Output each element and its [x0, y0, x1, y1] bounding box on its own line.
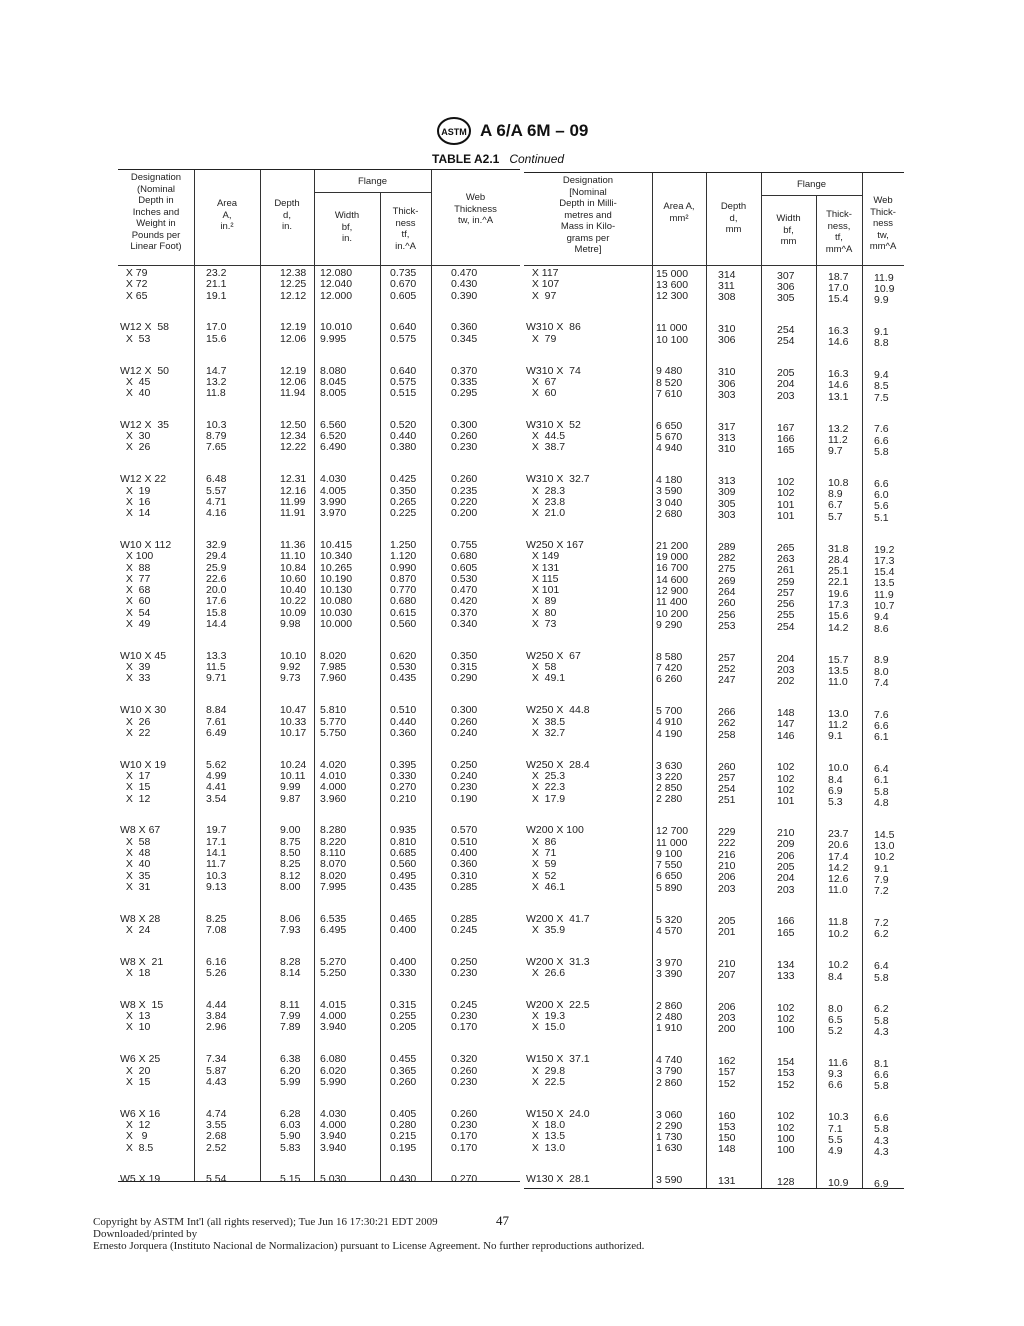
cell-area: 11 000 10 100 — [656, 322, 689, 346]
cell-depth: 205 201 — [718, 914, 736, 938]
cell-designation: W12 X 35 X 30 X 26 — [120, 418, 170, 454]
cell-area: 4.44 3.84 2.96 — [206, 998, 227, 1034]
header-thickness: Thick- ness tf, in.^A — [392, 206, 419, 252]
cell-thick: 13.2 11.2 9.7 — [828, 422, 849, 458]
cell-area: 10.3 8.79 7.65 — [206, 418, 227, 454]
cell-web: 0.755 0.680 0.605 0.530 0.470 0.420 0.370 0.340 — [451, 539, 478, 631]
cell-depth: 260 257 254 251 — [718, 760, 736, 807]
cell-thick: 0.520 0.440 0.380 — [390, 418, 417, 454]
cell-depth: 10.10 9.92 9.73 — [280, 649, 307, 685]
cell-area: 4 740 3 790 2 860 — [656, 1054, 683, 1089]
column-divider — [652, 173, 653, 1188]
header-web: Web Thick- ness tw, mm^A — [869, 195, 897, 252]
cell-thick: 0.735 0.670 0.605 — [390, 267, 417, 302]
cell-area: 4.74 3.55 2.68 2.52 — [206, 1107, 227, 1154]
cell-width: 128 — [777, 1176, 795, 1189]
cell-web: 7.6 6.6 6.1 — [874, 708, 889, 744]
cell-width: 134 133 — [777, 958, 795, 982]
column-divider — [314, 170, 315, 1181]
cell-thick: 11.8 10.2 — [828, 916, 849, 940]
cell-designation: W12 X 58 X 53 — [120, 321, 170, 345]
cell-web: 6.6 6.0 5.6 5.1 — [874, 477, 889, 524]
cell-web: 6.4 5.8 — [874, 960, 889, 984]
cell-width: 307 306 305 — [777, 269, 795, 305]
cell-designation: W10 X 45 X 39 X 33 — [120, 649, 167, 685]
cell-width: 6.535 6.495 — [320, 912, 347, 936]
cell-thick: 11.6 9.3 6.6 — [828, 1056, 848, 1092]
cell-width: 254 254 — [777, 324, 795, 348]
cell-area: 2 860 2 480 1 910 — [656, 999, 683, 1035]
table-label: TABLE A2.1 — [432, 152, 500, 166]
cell-designation: W200 X 22.5 X 19.3 X 15.0 — [526, 998, 590, 1034]
cell-designation: W150 X 37.1 X 29.8 X 22.5 — [526, 1053, 590, 1088]
cell-web: 11.9 10.9 9.9 — [874, 271, 895, 307]
footer-line-3: Ernesto Jorquera (Instituto Nacional de Normalizacion) pursuant to License Agreement. No further reproductions authorized. — [93, 1240, 645, 1252]
cell-width: 12.080 12.040 12.000 — [320, 267, 353, 302]
cell-designation: W250 X 28.4 X 25.3 X 22.3 X 17.9 — [526, 758, 590, 805]
cell-depth: 206 203 200 — [718, 1000, 736, 1036]
cell-web: 0.370 0.335 0.295 — [451, 364, 478, 400]
cell-thick: 13.0 11.2 9.1 — [828, 707, 849, 743]
cell-web: 8.1 6.6 5.8 — [874, 1057, 889, 1093]
cell-depth: 162 157 152 — [718, 1055, 736, 1090]
cell-depth: 8.28 8.14 — [280, 955, 301, 980]
page-number: 47 — [496, 1213, 509, 1228]
column-divider — [761, 173, 762, 1188]
cell-area: 6.16 5.26 — [206, 955, 227, 980]
cell-width: 205 204 203 — [777, 367, 795, 402]
cell-designation: W310 X 52 X 44.5 X 38.7 — [526, 418, 581, 454]
cell-web: 0.245 0.230 0.170 — [451, 998, 478, 1034]
cell-thick: 31.8 28.4 25.1 22.1 19.6 17.3 15.6 14.2 — [828, 542, 849, 634]
cell-designation: W10 X 112 X 100 X 88 X 77 X 68 X 60 X 54 X 49 — [120, 539, 172, 631]
cell-designation: W130 X 28.1 — [526, 1173, 590, 1186]
footer-line-2: Downloaded/printed by — [93, 1228, 198, 1240]
cell-depth: 313 309 305 303 — [718, 475, 736, 521]
astm-logo-icon — [436, 116, 472, 146]
cell-area: 21 200 19 000 16 700 14 600 12 900 11 400 10 200 9 290 — [656, 539, 689, 631]
cell-depth: 10.47 10.33 10.17 — [280, 704, 307, 739]
column-divider — [816, 195, 817, 1188]
cell-designation: W10 X 19 X 17 X 15 X 12 — [120, 758, 167, 805]
header-depth: Depth d, in. — [274, 198, 300, 232]
table-continued: Continued — [509, 152, 565, 166]
cell-thick: 0.395 0.330 0.270 0.210 — [390, 758, 417, 805]
cell-web: 0.260 0.235 0.220 0.200 — [451, 473, 478, 520]
cell-width: 154 153 152 — [777, 1056, 795, 1091]
header-area: Area A, in.² — [216, 198, 238, 232]
cell-area: 3 060 2 290 1 730 1 630 — [656, 1108, 683, 1155]
cell-depth: 10.24 10.11 9.99 9.87 — [280, 758, 307, 805]
cell-thick: 0.640 0.575 — [390, 321, 417, 345]
cell-designation: W310 X 74 X 67 X 60 — [526, 364, 581, 400]
cell-depth: 160 153 150 148 — [718, 1109, 736, 1156]
cell-area: 5 700 4 910 4 190 — [656, 705, 683, 740]
cell-area: 3 630 3 220 2 850 2 280 — [656, 759, 683, 806]
cell-width: 4.030 4.000 3.940 3.940 — [320, 1107, 347, 1154]
cell-designation: W6 X 16 X 12 X 9 X 8.5 — [120, 1107, 161, 1154]
cell-width: 10.415 10.340 10.265 10.190 10.130 10.080 10.030 10.000 — [320, 539, 353, 631]
cell-area: 8 580 7 420 6 260 — [656, 650, 683, 686]
cell-designation: W12 X 50 X 45 X 40 — [120, 364, 170, 400]
cell-thick: 0.620 0.530 0.435 — [390, 649, 417, 685]
column-divider — [431, 170, 432, 1181]
cell-web: 7.6 6.6 5.8 — [874, 423, 889, 458]
cell-web: 0.250 0.230 — [451, 955, 478, 980]
cell-area: 14.7 13.2 11.8 — [206, 364, 227, 400]
cell-web: 0.285 0.245 — [451, 912, 478, 936]
cell-web: 7.2 6.2 — [874, 917, 889, 941]
cell-width: 6.080 6.020 5.990 — [320, 1053, 347, 1088]
cell-width: 10.010 9.995 — [320, 321, 353, 345]
cell-designation: X 117 X 107 X 97 — [531, 267, 560, 302]
cell-area: 7.34 5.87 4.43 — [206, 1053, 227, 1088]
cell-area: 3 590 — [656, 1174, 683, 1187]
cell-thick: 23.7 20.6 17.4 14.2 12.6 11.0 — [828, 828, 849, 897]
cell-designation: W8 X 28 X 24 — [120, 912, 161, 936]
cell-width: 148 147 146 — [777, 707, 795, 742]
cell-designation: W310 X 32.7 X 28.3 X 23.8 X 21.0 — [526, 473, 590, 520]
cell-designation: W8 X 21 X 18 — [120, 955, 164, 980]
cell-width: 4.020 4.010 4.000 3.960 — [320, 758, 347, 805]
document-id: A 6/A 6M – 09 — [480, 121, 589, 140]
cell-web: 6.6 5.8 4.3 4.3 — [874, 1112, 889, 1159]
cell-depth: 9.00 8.75 8.50 8.25 8.12 8.00 — [280, 824, 301, 893]
cell-area: 4 180 3 590 3 040 2 680 — [656, 474, 683, 521]
header-thickness: Thick- ness, tf, mm^A — [825, 209, 853, 255]
cell-web: 0.470 0.430 0.390 — [451, 267, 478, 302]
footer-line-1: Copyright by ASTM Int'l (all rights reserved); Tue Jun 16 17:30:21 EDT 2009 — [93, 1216, 438, 1228]
cell-depth: 12.50 12.34 12.22 — [280, 418, 307, 454]
cell-depth: 310 306 303 — [718, 366, 736, 401]
astm-logo-text: ASTM — [440, 127, 467, 137]
copyright-footer — [93, 1216, 644, 1252]
header-area: Area A, mm² — [663, 201, 695, 224]
cell-depth: 6.38 6.20 5.99 — [280, 1053, 301, 1088]
cell-thick: 0.640 0.575 0.515 — [390, 364, 417, 400]
cell-width: 5.270 5.250 — [320, 955, 347, 980]
header-width: Width bf, mm — [776, 213, 801, 247]
header-divider — [118, 265, 520, 266]
cell-web: 0.360 0.345 — [451, 321, 478, 345]
cell-area: 8.84 7.61 6.49 — [206, 704, 227, 739]
cell-depth: 289 282 275 269 264 260 256 253 — [718, 540, 736, 632]
cell-designation: W8 X 15 X 13 X 10 — [120, 998, 164, 1034]
column-divider — [862, 173, 863, 1188]
cell-designation: W250 X 167 X 149 X 131 X 115 X 101 X 89 X 80 X 73 — [526, 539, 584, 631]
flange-divider — [761, 195, 862, 196]
cell-thick: 1.250 1.120 0.990 0.870 0.770 0.680 0.615 0.560 — [390, 539, 417, 631]
header-depth: Depth d, mm — [720, 201, 747, 235]
cell-width: 102 102 100 — [777, 1001, 795, 1037]
cell-depth: 12.38 12.25 12.12 — [280, 267, 307, 302]
cell-web: 9.4 8.5 7.5 — [874, 369, 889, 404]
cell-depth: 11.36 11.10 10.84 10.60 10.40 10.22 10.09 9.98 — [280, 539, 307, 631]
cell-area: 15 000 13 600 12 300 — [656, 267, 689, 303]
cell-thick: 8.0 6.5 5.2 — [828, 1002, 843, 1038]
cell-width: 8.080 8.045 8.005 — [320, 364, 347, 400]
cell-web: 0.350 0.315 0.290 — [451, 649, 478, 685]
cell-designation: W12 X 22 X 19 X 16 X 14 — [120, 473, 167, 520]
cell-width: 5.030 — [320, 1173, 347, 1186]
cell-depth: 257 252 247 — [718, 651, 736, 687]
column-divider — [380, 192, 381, 1181]
flange-divider — [314, 192, 431, 193]
cell-area: 5.62 4.99 4.41 3.54 — [206, 758, 227, 805]
cell-web: 6.4 6.1 5.8 4.8 — [874, 763, 889, 810]
cell-area: 5 320 4 570 — [656, 913, 683, 937]
cell-depth: 12.19 12.06 11.94 — [280, 364, 307, 400]
cell-thick: 0.315 0.255 0.205 — [390, 998, 417, 1034]
cell-area: 6 650 5 670 4 940 — [656, 419, 683, 455]
document-header — [0, 116, 1024, 146]
cell-area: 6.48 5.57 4.71 4.16 — [206, 473, 227, 520]
cell-width: 4.015 4.000 3.940 — [320, 998, 347, 1034]
table-inch-pound — [118, 169, 520, 1186]
cell-web: 0.250 0.240 0.230 0.190 — [451, 758, 478, 805]
header-flange: Flange — [796, 179, 827, 190]
table-si — [524, 172, 904, 1189]
cell-width: 102 102 100 100 — [777, 1110, 795, 1157]
cell-thick: 0.430 — [390, 1173, 417, 1186]
cell-designation: W250 X 44.8 X 38.5 X 32.7 — [526, 704, 590, 739]
column-divider — [194, 170, 195, 1181]
cell-web: 0.270 — [451, 1173, 478, 1186]
cell-web: 9.1 8.8 — [874, 325, 889, 350]
cell-depth: 8.06 7.93 — [280, 912, 301, 936]
cell-depth: 314 311 308 — [718, 268, 736, 304]
cell-depth: 310 306 — [718, 323, 736, 347]
cell-area: 5.54 — [206, 1173, 227, 1186]
cell-area: 8.25 7.08 — [206, 912, 227, 936]
cell-depth: 6.28 6.03 5.90 5.83 — [280, 1107, 301, 1154]
cell-depth: 266 262 258 — [718, 706, 736, 741]
cell-area: 17.0 15.6 — [206, 321, 227, 345]
cell-thick: 10.0 8.4 6.9 5.3 — [828, 762, 849, 809]
header-divider — [524, 265, 904, 266]
cell-width: 204 203 202 — [777, 652, 795, 688]
cell-designation: W10 X 30 X 26 X 22 — [120, 704, 167, 739]
cell-designation: W310 X 86 X 79 — [526, 321, 581, 345]
cell-thick: 0.425 0.350 0.265 0.225 — [390, 473, 417, 520]
cell-depth: 5.15 — [280, 1173, 301, 1186]
cell-web: 14.5 13.0 10.2 9.1 7.9 7.2 — [874, 828, 895, 898]
cell-area: 13.3 11.5 9.71 — [206, 649, 227, 685]
cell-designation: W200 X 41.7 X 35.9 — [526, 912, 590, 936]
cell-thick: 0.455 0.365 0.260 — [390, 1053, 417, 1088]
cell-thick: 0.400 0.330 — [390, 955, 417, 980]
cell-designation: W6 X 25 X 20 X 15 — [120, 1053, 161, 1088]
cell-thick: 18.7 17.0 15.4 — [828, 270, 849, 306]
cell-width: 8.020 7.985 7.960 — [320, 649, 347, 685]
cell-thick: 15.7 13.5 11.0 — [828, 653, 849, 689]
cell-depth: 12.31 12.16 11.99 11.91 — [280, 473, 307, 520]
cell-web: 0.300 0.260 0.240 — [451, 704, 478, 739]
cell-depth: 229 222 216 210 206 203 — [718, 826, 736, 895]
cell-designation: W150 X 24.0 X 18.0 X 13.5 X 13.0 — [526, 1107, 590, 1154]
cell-web: 6.9 — [874, 1177, 889, 1190]
header-designation: Designation (Nominal Depth in Inches and Weight in Pounds per Linear Foot) — [130, 172, 182, 252]
cell-designation: W5 X 19 — [120, 1173, 161, 1186]
cell-designation: W200 X 100 X 86 X 71 X 59 X 52 X 46.1 — [526, 824, 584, 893]
cell-depth: 131 — [718, 1175, 736, 1188]
cell-width: 4.030 4.005 3.990 3.970 — [320, 473, 347, 520]
cell-width: 5.810 5.770 5.750 — [320, 704, 347, 739]
cell-area: 3 970 3 390 — [656, 956, 683, 980]
cell-thick: 10.9 — [828, 1177, 849, 1189]
cell-width: 102 102 101 101 — [777, 476, 795, 522]
cell-thick: 0.935 0.810 0.685 0.560 0.495 0.435 — [390, 824, 417, 893]
cell-web: 19.2 17.3 15.4 13.5 11.9 10.7 9.4 8.6 — [874, 543, 895, 635]
header-web: Web Thickness tw, in.^A — [454, 192, 497, 226]
cell-width: 8.280 8.220 8.110 8.070 8.020 7.995 — [320, 824, 347, 893]
cell-width: 210 209 206 205 204 203 — [777, 827, 795, 896]
cell-width: 166 165 — [777, 915, 795, 939]
cell-width: 102 102 102 101 — [777, 761, 795, 808]
table-title — [432, 152, 564, 166]
cell-area: 32.9 29.4 25.9 22.6 20.0 17.6 15.8 14.4 — [206, 539, 227, 631]
column-divider — [260, 170, 261, 1181]
cell-web: 6.2 5.8 4.3 — [874, 1003, 889, 1038]
cell-area: 12 700 11 000 9 100 7 550 6 650 5 890 — [656, 825, 689, 894]
cell-web: 0.260 0.230 0.170 0.170 — [451, 1107, 478, 1154]
cell-thick: 16.3 14.6 — [828, 325, 849, 349]
cell-depth: 317 313 310 — [718, 420, 736, 456]
header-designation: Designation [Nominal Depth in Milli- metres and Mass in Kilo- grams per Metre] — [559, 175, 617, 255]
cell-thick: 10.8 8.9 6.7 5.7 — [828, 476, 849, 523]
cell-designation: W8 X 67 X 58 X 48 X 40 X 35 X 31 — [120, 824, 161, 893]
cell-thick: 10.3 7.1 5.5 4.9 — [828, 1111, 849, 1158]
cell-designation: W200 X 31.3 X 26.6 — [526, 955, 590, 980]
cell-depth: 8.11 7.99 7.89 — [280, 998, 301, 1034]
header-width: Width bf, in. — [334, 210, 360, 244]
header-flange: Flange — [357, 176, 388, 187]
cell-width: 265 263 261 259 257 256 255 254 — [777, 541, 795, 633]
cell-web: 0.320 0.260 0.230 — [451, 1053, 478, 1088]
cell-width: 167 166 165 — [777, 421, 795, 457]
cell-thick: 16.3 14.6 13.1 — [828, 368, 849, 403]
cell-web: 0.300 0.260 0.230 — [451, 418, 478, 454]
cell-designation: X 79 X 72 X 65 — [125, 267, 148, 302]
cell-area: 9 480 8 520 7 610 — [656, 365, 683, 400]
cell-area: 23.2 21.1 19.1 — [206, 267, 227, 302]
column-divider — [706, 173, 707, 1188]
cell-designation: W250 X 67 X 58 X 49.1 — [526, 649, 581, 685]
cell-web: 8.9 8.0 7.4 — [874, 654, 889, 689]
cell-thick: 0.510 0.440 0.360 — [390, 704, 417, 739]
cell-thick: 0.405 0.280 0.215 0.195 — [390, 1107, 417, 1154]
cell-thick: 0.465 0.400 — [390, 912, 417, 936]
cell-depth: 12.19 12.06 — [280, 321, 307, 345]
cell-thick: 10.2 8.4 — [828, 959, 849, 983]
cell-depth: 210 207 — [718, 957, 736, 981]
cell-width: 6.560 6.520 6.490 — [320, 418, 347, 454]
cell-web: 0.570 0.510 0.400 0.360 0.310 0.285 — [451, 824, 478, 893]
cell-area: 19.7 17.1 14.1 11.7 10.3 9.13 — [206, 824, 227, 893]
